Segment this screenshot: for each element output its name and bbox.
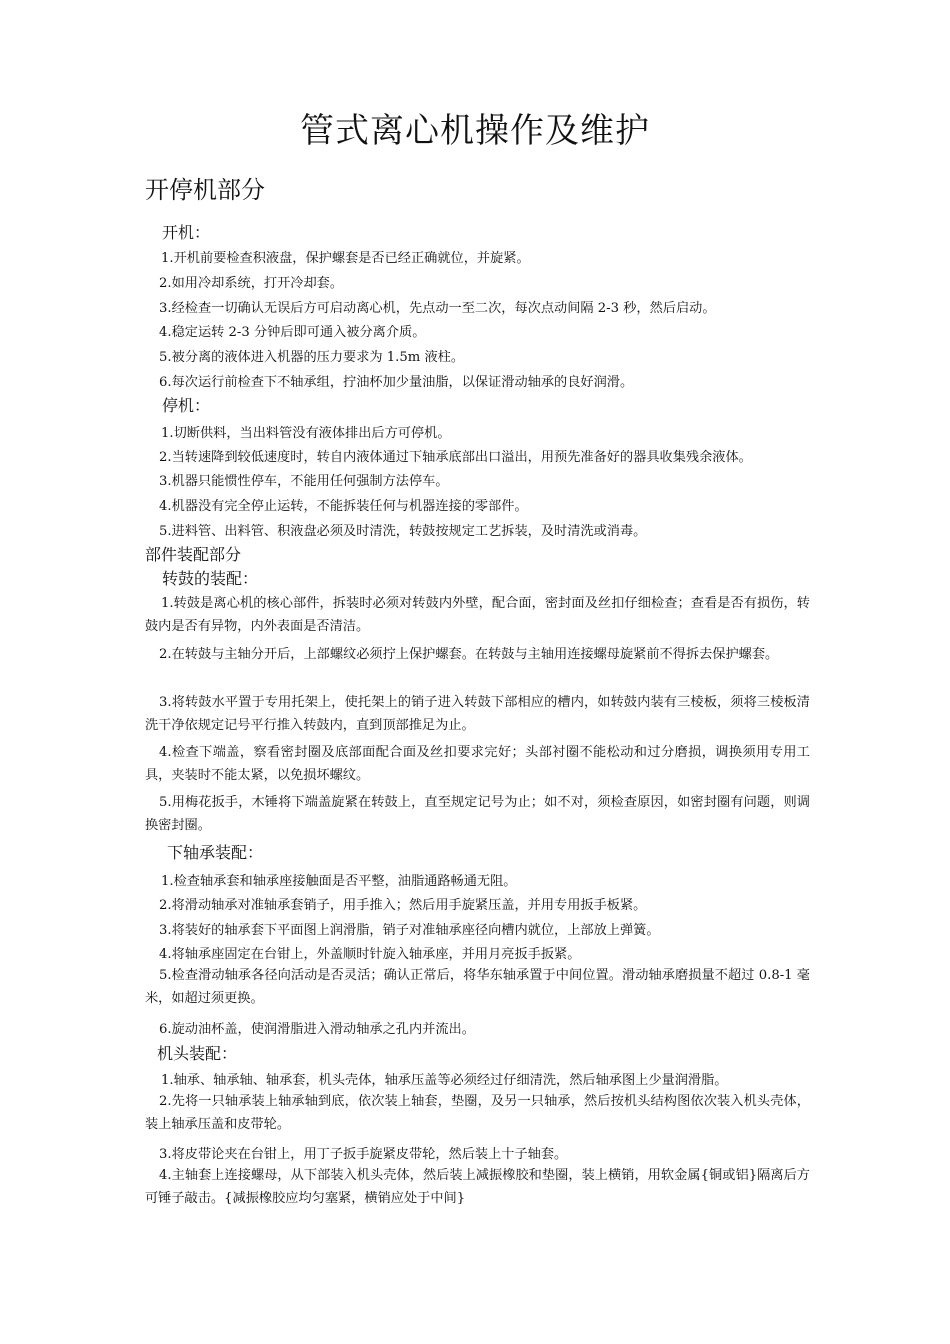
list-item: 1.检查轴承套和轴承座接触面是否平整，油脂通路畅通无阻。 [161,874,517,889]
list-item: 5.被分离的液体进入机器的压力要求为 1.5m 液柱。 [159,350,465,365]
list-item: 1.轴承、轴承轴、轴承套，机头壳体，轴承压盖等必须经过仔细清洗，然后轴承图上少量润滑脂。 [161,1073,728,1088]
subheading-start: 开机： [162,223,211,242]
subheading-drum: 转鼓的装配： [162,569,259,588]
paragraph: 2.先将一只轴承装上轴承轴到底，依次装上轴套，垫圈，及另一只轴承，然后按机头结构图依次装入机头壳体，装上轴承压盖和皮带轮。 [145,1094,810,1132]
paragraph: 4.主轴套上连接螺母，从下部装入机头壳体，然后装上减振橡胶和垫圈，装上横销，用软金属{铜或铝}隔离后方可锤子敲击。{减振橡胶应均匀塞紧，横销应处于中间} [145,1168,810,1206]
subheading-head: 机头装配： [157,1044,238,1063]
list-item: 3.将装好的轴承套下平面图上润滑脂，销子对准轴承座径向槽内就位，上部放上弹簧。 [159,923,660,938]
list-item: 6.旋动油杯盖，使润滑脂进入滑动轴承之孔内并流出。 [159,1022,475,1037]
document-title: 管式离心机操作及维护 [300,111,650,151]
list-item: 2.当转速降到较低速度时，转自内液体通过下轴承底部出口溢出，用预先准备好的器具收集残余液体。 [159,450,752,465]
paragraph: 3.将转鼓水平置于专用托架上，使托架上的销子进入转鼓下部相应的槽内，如转鼓内装有三棱板，须将三棱板清洗干净依规定记号平行推入转鼓内，直到顶部推足为止。 [145,695,810,733]
paragraph: 4.检查下端盖，察看密封圈及底部面配合面及丝扣要求完好；头部衬圈不能松动和过分磨损，调换须用专用工具，夹装时不能太紧，以免损坏螺纹。 [145,745,810,783]
list-item: 3.经检查一切确认无误后方可启动离心机，先点动一至二次，每次点动间隔 2-3 秒，然后启动。 [159,301,716,316]
list-item: 6.每次运行前检查下不轴承组，拧油杯加少量油脂，以保证滑动轴承的良好润滑。 [159,375,634,390]
list-item: 1.开机前要检查积液盘，保护螺套是否已经正确就位，并旋紧。 [161,251,530,266]
list-item: 4.将轴承座固定在台钳上，外盖顺时针旋入轴承座，并用月亮扳手扳紧。 [159,947,581,962]
list-item: 4.机器没有完全停止运转，不能拆装任何与机器连接的零部件。 [159,499,528,514]
list-item: 1.切断供料，当出料管没有液体排出后方可停机。 [161,426,451,441]
subheading-bearing: 下轴承装配： [167,843,264,862]
subheading-stop: 停机： [162,396,211,415]
list-item: 3.将皮带论夹在台钳上，用丁子扳手旋紧皮带轮，然后装上十子轴套。 [159,1147,568,1162]
paragraph: 2.在转鼓与主轴分开后，上部螺纹必须拧上保护螺套。在转鼓与主轴用连接螺母旋紧前不得拆去保护螺套。 [159,647,779,662]
paragraph: 5.检查滑动轴承各径向活动是否灵活；确认正常后，将华东轴承置于中间位置。滑动轴承磨损量不超过 0.8-1 毫米，如超过须更换。 [145,968,810,1006]
list-item: 4.稳定运转 2-3 分钟后即可通入被分离介质。 [159,325,426,340]
paragraph: 1.转鼓是离心机的核心部件，拆装时必须对转鼓内外壁，配合面，密封面及丝扣仔细检查；查看是否有损伤，转鼓内是否有异物，内外表面是否清洁。 [145,596,810,634]
paragraph: 5.用梅花扳手，木锤将下端盖旋紧在转鼓上，直至规定记号为止；如不对，须检查原因，如密封圈有问题，则调换密封圈。 [145,795,810,833]
section-heading-assembly: 部件装配部分 [145,545,242,564]
list-item: 2.如用冷却系统，打开冷却套。 [159,276,344,291]
list-item: 3.机器只能惯性停车，不能用任何强制方法停车。 [159,474,449,489]
list-item: 5.进料管、出料管、积液盘必须及时清洗，转鼓按规定工艺拆装，及时清洗或消毒。 [159,524,647,539]
section-heading-start-stop: 开停机部分 [145,176,265,204]
list-item: 2.将滑动轴承对准轴承套销子，用手推入；然后用手旋紧压盖，并用专用扳手板紧。 [159,898,647,913]
